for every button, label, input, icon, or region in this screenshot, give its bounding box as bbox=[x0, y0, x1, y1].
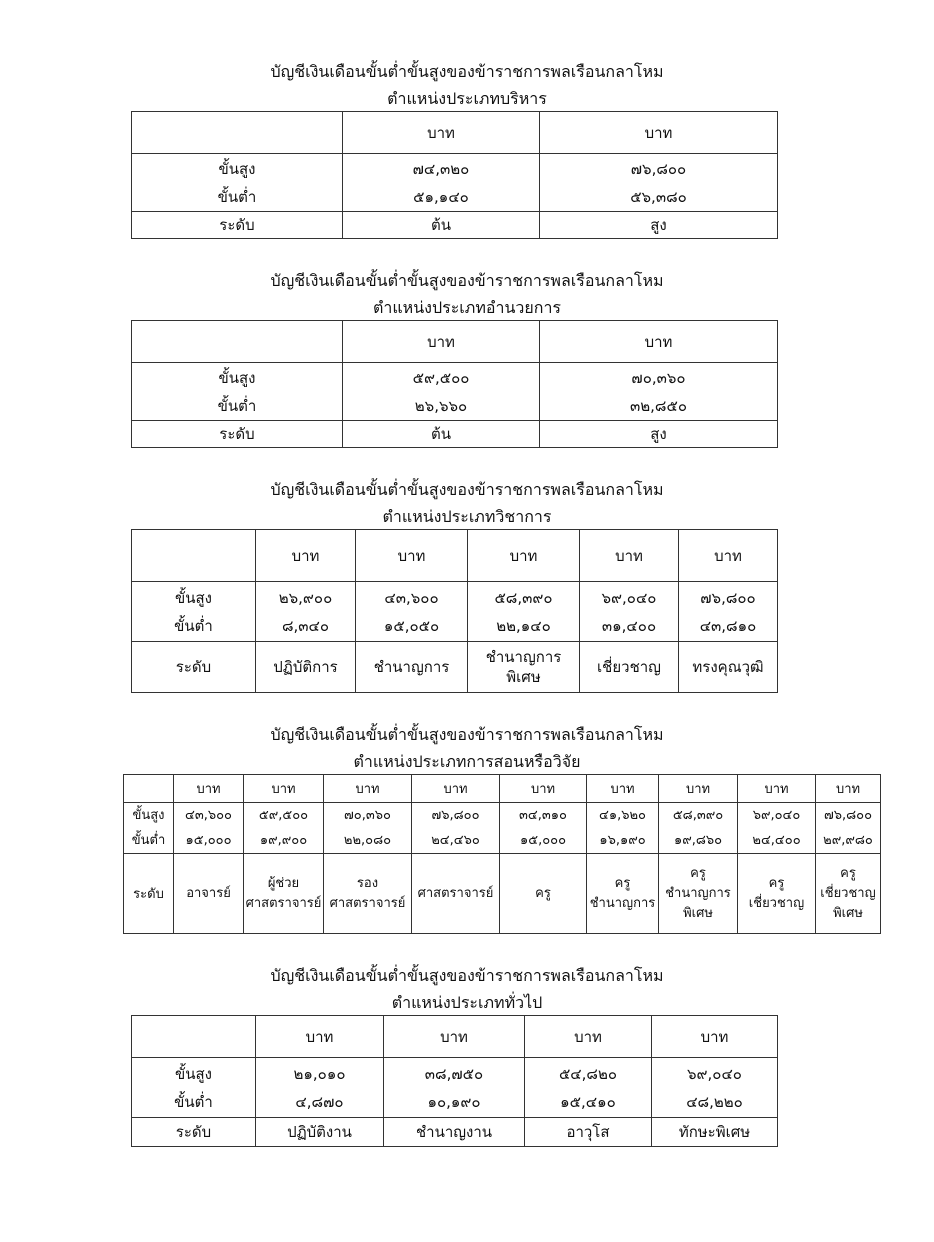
max-value: ๗๐,๓๖๐ bbox=[631, 368, 686, 387]
salary-table-executive bbox=[131, 111, 778, 239]
level-line: ครู bbox=[768, 875, 785, 891]
min-value: ๒๖,๖๖๐ bbox=[414, 396, 468, 415]
value-cell bbox=[256, 1058, 384, 1118]
max-value: ๕๙,๕๐๐ bbox=[258, 808, 309, 823]
level-label: ระดับ bbox=[132, 421, 343, 448]
section-title: บัญชีเงินเดือนขั้นต่ำขั้นสูงของข้าราชการพลเรือนกลาโหม ตำแหน่งประเภททั่วไป bbox=[270, 966, 664, 1012]
level-line: ศาสตราจารย์ bbox=[329, 895, 406, 911]
salary-table-general bbox=[131, 1015, 778, 1147]
header-empty-cell bbox=[132, 112, 343, 154]
level-label: ระดับ bbox=[132, 642, 256, 693]
min-value: ๑๕,๐๐๐ bbox=[185, 833, 232, 848]
level-line: พิเศษ bbox=[683, 905, 713, 921]
min-value: ๒๒,๑๔๐ bbox=[496, 616, 551, 635]
level-value: สูง bbox=[540, 421, 778, 448]
value-cell bbox=[540, 154, 778, 212]
unit-label: บาท bbox=[738, 775, 816, 803]
unit-label: บาท bbox=[587, 775, 659, 803]
unit-label: บาท bbox=[412, 775, 500, 803]
unit-label: บาท bbox=[256, 1016, 384, 1058]
value-cell bbox=[343, 154, 540, 212]
max-value: ๗๖,๘๐๐ bbox=[630, 159, 687, 178]
max-value: ๕๘,๓๙๐ bbox=[494, 588, 553, 607]
min-value: ๓๑,๔๐๐ bbox=[601, 616, 657, 635]
level-line: ครู bbox=[840, 865, 856, 881]
unit-label: บาท bbox=[468, 530, 580, 582]
value-cell bbox=[587, 803, 659, 854]
level-line: เชี่ยวชาญ bbox=[820, 885, 876, 901]
min-value: ๕๖,๓๘๐ bbox=[630, 187, 687, 206]
min-label: ขั้นต่ำ bbox=[217, 396, 257, 415]
level-label: ระดับ bbox=[124, 854, 174, 934]
value-cell bbox=[324, 803, 412, 854]
max-label: ขั้นสูง bbox=[175, 588, 212, 607]
unit-label: บาท bbox=[540, 112, 778, 154]
header-empty-cell bbox=[132, 1016, 256, 1058]
unit-label: บาท bbox=[356, 530, 468, 582]
unit-label: บาท bbox=[384, 1016, 525, 1058]
max-value: ๗๖,๘๐๐ bbox=[823, 808, 873, 823]
value-cell bbox=[468, 582, 580, 642]
value-cell bbox=[652, 1058, 778, 1118]
min-value: ๒๔,๔๐๐ bbox=[752, 833, 801, 848]
min-value: ๑๙,๘๖๐ bbox=[673, 833, 723, 848]
min-value: ๔๓,๘๑๐ bbox=[699, 616, 757, 635]
level-value: ชำนาญงาน bbox=[384, 1118, 525, 1147]
level-value: อาวุโส bbox=[525, 1118, 652, 1147]
max-value: ๔๑,๖๒๐ bbox=[599, 808, 646, 823]
row-label-cell bbox=[132, 582, 256, 642]
section-title: บัญชีเงินเดือนขั้นต่ำขั้นสูงของข้าราชการพลเรือนกลาโหม ตำแหน่งประเภทบริหาร bbox=[270, 62, 664, 108]
value-cell bbox=[679, 582, 778, 642]
min-value: ๑๖,๑๙๐ bbox=[599, 833, 646, 848]
unit-label: บาท bbox=[500, 775, 587, 803]
max-value: ๖๙,๐๔๐ bbox=[687, 1064, 742, 1083]
max-value: ๗๖,๘๐๐ bbox=[700, 588, 756, 607]
max-value: ๗๐,๓๖๐ bbox=[344, 808, 391, 823]
level-line: เชี่ยวชาญ bbox=[748, 895, 805, 911]
header-empty-cell bbox=[132, 321, 343, 363]
min-label: ขั้นต่ำ bbox=[174, 616, 213, 635]
salary-table-teaching bbox=[123, 774, 881, 934]
level-line: ครู bbox=[535, 885, 551, 901]
min-value: ๑๕,๔๑๐ bbox=[560, 1092, 616, 1111]
max-label: ขั้นสูง bbox=[218, 368, 256, 387]
min-value: ๒๔,๔๖๐ bbox=[431, 833, 480, 848]
value-cell bbox=[356, 582, 468, 642]
min-value: ๒๒,๐๘๐ bbox=[343, 833, 392, 848]
level-value: ต้น bbox=[343, 212, 540, 239]
section-title: บัญชีเงินเดือนขั้นต่ำขั้นสูงของข้าราชการพลเรือนกลาโหม ตำแหน่งประเภทวิชาการ bbox=[270, 480, 664, 526]
level-value: สูง bbox=[540, 212, 778, 239]
max-value: ๕๘,๓๙๐ bbox=[672, 808, 724, 823]
min-value: ๑๕,๐๕๐ bbox=[383, 616, 440, 635]
min-value: ๑๙,๙๐๐ bbox=[259, 833, 308, 848]
value-cell bbox=[244, 803, 324, 854]
max-value: ๕๔,๘๒๐ bbox=[558, 1064, 618, 1083]
min-value: ๓๒,๘๕๐ bbox=[630, 396, 687, 415]
level-line: ครู bbox=[614, 875, 631, 891]
level-value: ปฏิบัติการ bbox=[256, 642, 356, 693]
max-value: ๔๓,๖๐๐ bbox=[185, 808, 232, 823]
min-value: ๘,๓๔๐ bbox=[281, 616, 330, 635]
min-label: ขั้นต่ำ bbox=[131, 833, 166, 848]
min-label: ขั้นต่ำ bbox=[174, 1092, 213, 1111]
row-label-cell bbox=[132, 154, 343, 212]
level-line: รอง bbox=[356, 875, 379, 891]
value-cell bbox=[343, 363, 540, 421]
header-empty-cell bbox=[124, 775, 174, 803]
level-value bbox=[412, 854, 500, 934]
level-value bbox=[738, 854, 816, 934]
level-value bbox=[587, 854, 659, 934]
level-label: ระดับ bbox=[132, 1118, 256, 1147]
max-value: ๒๑,๐๑๐ bbox=[293, 1064, 346, 1083]
max-value: ๗๖,๘๐๐ bbox=[431, 808, 480, 823]
value-cell bbox=[525, 1058, 652, 1118]
row-label-cell bbox=[124, 803, 174, 854]
unit-label: บาท bbox=[679, 530, 778, 582]
max-value: ๗๔,๓๒๐ bbox=[412, 159, 470, 178]
value-cell bbox=[816, 803, 881, 854]
unit-label: บาท bbox=[343, 321, 540, 363]
level-line: อาจารย์ bbox=[186, 885, 231, 901]
unit-label: บาท bbox=[659, 775, 738, 803]
level-line: ชำนาญการ bbox=[589, 895, 656, 911]
level-line: ครู bbox=[690, 865, 706, 881]
value-cell bbox=[500, 803, 587, 854]
level-value: ชำนาญการ bbox=[356, 642, 468, 693]
max-value: ๔๓,๖๐๐ bbox=[384, 588, 439, 607]
value-cell bbox=[174, 803, 244, 854]
min-value: ๑๕,๐๐๐ bbox=[519, 833, 567, 848]
min-value: ๔,๘๗๐ bbox=[295, 1092, 344, 1111]
max-label: ขั้นสูง bbox=[132, 808, 165, 823]
unit-label: บาท bbox=[256, 530, 356, 582]
level-line: ศาสตราจารย์ bbox=[417, 885, 494, 901]
unit-label: บาท bbox=[343, 112, 540, 154]
unit-label: บาท bbox=[816, 775, 881, 803]
header-empty-cell bbox=[132, 530, 256, 582]
level-value bbox=[174, 854, 244, 934]
row-label-cell bbox=[132, 1058, 256, 1118]
level-line: ผู้ช่วย bbox=[267, 875, 300, 891]
value-cell bbox=[256, 582, 356, 642]
level-value: ต้น bbox=[343, 421, 540, 448]
unit-label: บาท bbox=[244, 775, 324, 803]
max-value: ๒๖,๙๐๐ bbox=[278, 588, 333, 607]
min-label: ขั้นต่ำ bbox=[217, 187, 257, 206]
unit-label: บาท bbox=[540, 321, 778, 363]
level-line: ศาสตราจารย์ bbox=[245, 895, 322, 911]
section-title: บัญชีเงินเดือนขั้นต่ำขั้นสูงของข้าราชการพลเรือนกลาโหม ตำแหน่งประเภทการสอนหรือวิจัย bbox=[270, 725, 664, 771]
max-value: ๓๘,๗๕๐ bbox=[424, 1064, 484, 1083]
level-value: ปฏิบัติงาน bbox=[256, 1118, 384, 1147]
unit-label: บาท bbox=[174, 775, 244, 803]
level-value bbox=[816, 854, 881, 934]
section-title: บัญชีเงินเดือนขั้นต่ำขั้นสูงของข้าราชการพลเรือนกลาโหม ตำแหน่งประเภทอำนวยการ bbox=[270, 271, 664, 317]
min-value: ๕๑,๑๔๐ bbox=[413, 187, 469, 206]
unit-label: บาท bbox=[525, 1016, 652, 1058]
level-value: ทักษะพิเศษ bbox=[652, 1118, 778, 1147]
level-value: เชี่ยวชาญ bbox=[580, 642, 679, 693]
row-label-cell bbox=[132, 363, 343, 421]
value-cell bbox=[540, 363, 778, 421]
level-value: ชำนาญการ พิเศษ bbox=[468, 642, 580, 693]
salary-table-academic bbox=[131, 529, 778, 693]
level-line: พิเศษ bbox=[833, 905, 863, 921]
level-label: ระดับ bbox=[132, 212, 343, 239]
unit-label: บาท bbox=[580, 530, 679, 582]
max-label: ขั้นสูง bbox=[218, 159, 256, 178]
salary-table-director bbox=[131, 320, 778, 448]
max-label: ขั้นสูง bbox=[175, 1064, 212, 1083]
max-value: ๕๙,๕๐๐ bbox=[412, 368, 470, 387]
level-value bbox=[244, 854, 324, 934]
value-cell bbox=[738, 803, 816, 854]
min-value: ๔๘,๒๒๐ bbox=[686, 1092, 743, 1111]
value-cell bbox=[659, 803, 738, 854]
level-line: ชำนาญการ bbox=[665, 885, 731, 901]
max-value: ๖๙,๐๔๐ bbox=[601, 588, 657, 607]
max-value: ๖๙,๐๔๐ bbox=[752, 808, 801, 823]
unit-label: บาท bbox=[324, 775, 412, 803]
value-cell bbox=[412, 803, 500, 854]
value-cell bbox=[580, 582, 679, 642]
level-value bbox=[500, 854, 587, 934]
level-value bbox=[659, 854, 738, 934]
max-value: ๓๔,๓๑๐ bbox=[519, 808, 567, 823]
min-value: ๒๙,๙๘๐ bbox=[823, 833, 873, 848]
min-value: ๑๐,๑๙๐ bbox=[427, 1092, 481, 1111]
level-value: ทรงคุณวุฒิ bbox=[679, 642, 778, 693]
unit-label: บาท bbox=[652, 1016, 778, 1058]
value-cell bbox=[384, 1058, 525, 1118]
level-value bbox=[324, 854, 412, 934]
